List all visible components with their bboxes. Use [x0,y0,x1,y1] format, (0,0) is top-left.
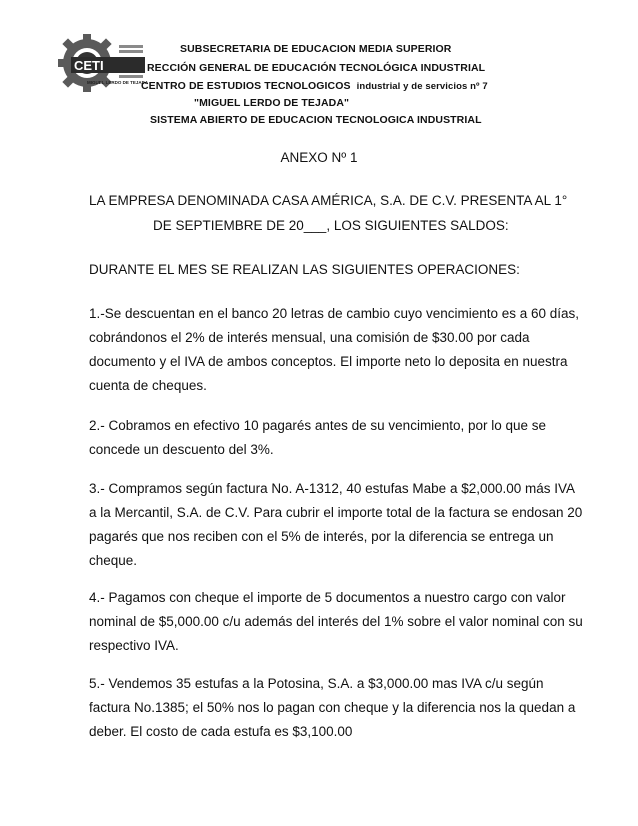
header-line-sistema: SISTEMA ABIERTO DE EDUCACION TECNOLOGICA INDUSTRIAL [150,114,482,126]
operation-4 [89,586,583,658]
text-line: cobrándonos el 2% de interés mensual, una comisión de $30.00 por cada [89,330,530,345]
intro-line-2: DE SEPTIEMBRE DE 20___, LOS SIGUIENTES SALDOS: [153,218,509,233]
header-line-subsecretaria: SUBSECRETARIA DE EDUCACION MEDIA SUPERIOR [180,43,452,55]
operation-5 [89,672,576,744]
header-line-direccion: RECCIÓN GENERAL DE EDUCACIÓN TECNOLÓGICA INDUSTRIAL [147,62,486,74]
school-logo [57,33,149,97]
header-line-centro [141,80,488,92]
text-line: 4.- Pagamos con cheque el importe de 5 documentos a nuestro cargo con valor [89,590,566,605]
text-line: 3.- Compramos según factura No. A-1312, 40 estufas Mabe a $2,000.00 más IVA [89,481,576,496]
logo-caption: MIGUEL LERDO DE TEJADA [87,80,149,85]
document-title: ANEXO Nº 1 [280,150,358,165]
intro-line-1: LA EMPRESA DENOMINADA CASA AMÉRICA, S.A. DE C.V. PRESENTA AL 1° [89,193,568,208]
text-line: a la Mercantil, S.A. de C.V. Para cubrir el importe total de la factura se endosan 20 [89,505,583,520]
header-line-school-name: "MIGUEL LERDO DE TEJADA" [194,97,350,109]
text-line: documento y el IVA de ambos conceptos. El importe neto lo deposita en nuestra [89,354,568,369]
header-centro-sub: industrial y de servicios nº 7 [356,81,488,92]
header-centro-main: CENTRO DE ESTUDIOS TECNOLOGICOS [141,80,351,92]
text-line: pagarés que nos reciben con el 5% de interés, por la diferencia se entrega un [89,529,554,544]
operations-lead: DURANTE EL MES SE REALIZAN LAS SIGUIENTES OPERACIONES: [89,262,520,277]
text-line: nominal de $5,000.00 c/u además del interés del 1% sobre el valor nominal con su [89,614,583,629]
operation-1 [89,302,580,398]
text-line: respectivo IVA. [89,638,179,653]
operation-3 [89,477,583,573]
operation-2 [89,414,559,462]
text-line: 1.-Se descuentan en el banco 20 letras de cambio cuyo vencimiento es a 60 días, [89,306,580,321]
logo-text: CETI [74,58,104,73]
text-line: 2.- Cobramos en efectivo 10 pagarés antes de su vencimiento, por lo que se [89,418,547,433]
text-line: deber. El costo de cada estufa es $3,100.00 [89,724,353,739]
text-line: factura No.1385; el 50% nos lo pagan con cheque y la diferencia nos la quedan a [89,700,576,715]
text-line: concede un descuento del 3%. [89,442,274,457]
text-line: cheque. [89,553,138,568]
text-line: cuenta de cheques. [89,378,207,393]
text-line: 5.- Vendemos 35 estufas a la Potosina, S.A. a $3,000.00 mas IVA c/u según [89,676,544,691]
